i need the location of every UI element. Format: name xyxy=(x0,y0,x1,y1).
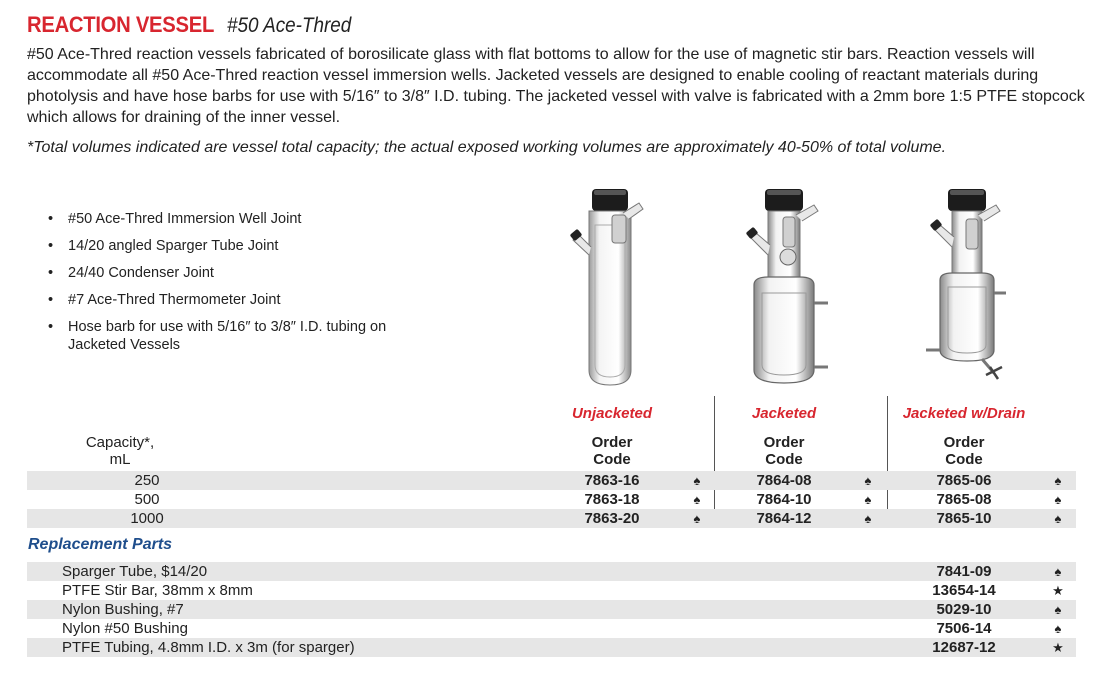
order-code-header: Order Code xyxy=(591,434,633,468)
spade-icon: ♠ xyxy=(864,492,872,507)
part-name: PTFE Tubing, 4.8mm I.D. x 3m (for sparger) xyxy=(62,639,355,656)
parts-row xyxy=(27,562,1076,581)
unjacketed-vessel-image xyxy=(565,185,655,390)
product-description: #50 Ace-Thred reaction vessels fabricated of borosilicate glass with flat bottoms to allow for the use of magnetic stir bars. Reaction vessels will accommodate all #50 Ace-Thred reaction vessel immersion wells. Jacketed vessels are designed to enable cooling of reactant materials during photolysis and have hose barbs for use with 5/16″ to 3/8″ I.D. tubing. The jacketed vessel with valve is fabricated with a 2mm bore 1:5 PTFE stopcock which allows for draining of the inner vessel. xyxy=(27,46,1085,126)
order-code: 7864-10 xyxy=(756,491,812,508)
table-row xyxy=(27,471,1076,490)
part-code: 7841-09 xyxy=(936,563,992,580)
feature-item: • #7 Ace-Thred Thermometer Joint xyxy=(48,292,281,308)
spade-icon: ♠ xyxy=(1054,564,1062,579)
parts-row xyxy=(27,638,1076,657)
part-name: PTFE Stir Bar, 38mm x 8mm xyxy=(62,582,253,599)
page-subtitle: #50 Ace-Thred xyxy=(226,14,352,37)
order-code: 7863-20 xyxy=(584,510,640,527)
parts-row xyxy=(27,581,1076,600)
table-row xyxy=(27,490,1076,509)
feature-item: • 24/40 Condenser Joint xyxy=(48,265,214,281)
feature-item: • #50 Ace-Thred Immersion Well Joint xyxy=(48,211,302,227)
order-code: 7864-12 xyxy=(756,510,812,527)
volume-note: *Total volumes indicated are vessel total capacity; the actual exposed working volumes are approximately 40-50% of total volume. xyxy=(27,139,947,156)
replacement-parts-heading: Replacement Parts xyxy=(28,536,173,553)
jacketed-vessel-image xyxy=(738,185,833,390)
parts-row xyxy=(27,619,1076,638)
capacity-header: Capacity*, mL xyxy=(85,434,155,468)
spade-icon: ♠ xyxy=(864,473,872,488)
spade-icon: ♠ xyxy=(1054,492,1062,507)
spade-icon: ♠ xyxy=(1054,621,1062,636)
order-code: 7865-06 xyxy=(936,472,992,489)
order-code: 7865-10 xyxy=(936,510,992,527)
feature-item: • Hose barb for use with 5/16″ to 3/8″ I.D. tubing on Jacketed Vessels xyxy=(48,319,387,353)
bullet-icon: • xyxy=(48,238,54,254)
page-title: REACTION VESSEL xyxy=(27,12,215,37)
column-header-jacketed-drain: Jacketed w/Drain xyxy=(902,405,1026,422)
part-name: Sparger Tube, $14/20 xyxy=(62,563,208,580)
bullet-icon: • xyxy=(48,292,54,308)
part-name: Nylon #50 Bushing xyxy=(62,620,188,637)
capacity-value: 250 xyxy=(134,472,160,489)
page-header xyxy=(27,12,365,38)
bullet-icon: • xyxy=(48,319,54,335)
order-code: 7863-18 xyxy=(584,491,640,508)
order-code-header: Order Code xyxy=(763,434,805,468)
part-code: 12687-12 xyxy=(932,639,996,656)
spade-icon: ♠ xyxy=(1054,602,1062,617)
feature-list xyxy=(48,210,428,363)
feature-item: • 14/20 angled Sparger Tube Joint xyxy=(48,238,279,254)
table-row xyxy=(27,509,1076,528)
part-code: 13654-14 xyxy=(932,582,996,599)
order-code: 7863-16 xyxy=(584,472,640,489)
order-code: 7864-08 xyxy=(756,472,812,489)
part-name: Nylon Bushing, #7 xyxy=(62,601,184,618)
spade-icon: ♠ xyxy=(693,492,701,507)
bullet-icon: • xyxy=(48,211,54,227)
column-header-jacketed: Jacketed xyxy=(751,405,817,422)
spade-icon: ♠ xyxy=(1054,511,1062,526)
spade-icon: ♠ xyxy=(693,473,701,488)
capacity-value: 1000 xyxy=(130,510,164,527)
order-code-header: Order Code xyxy=(943,434,985,468)
order-code: 7865-08 xyxy=(936,491,992,508)
column-header-unjacketed: Unjacketed xyxy=(571,405,653,422)
capacity-value: 500 xyxy=(134,491,160,508)
parts-row xyxy=(27,600,1076,619)
part-code: 5029-10 xyxy=(936,601,992,618)
spade-icon: ♠ xyxy=(864,511,872,526)
spade-icon: ♠ xyxy=(693,511,701,526)
star-icon: ★ xyxy=(1052,640,1064,655)
bullet-icon: • xyxy=(48,265,54,281)
star-icon: ★ xyxy=(1052,583,1064,598)
jacketed-drain-vessel-image xyxy=(920,185,1015,390)
spade-icon: ♠ xyxy=(1054,473,1062,488)
part-code: 7506-14 xyxy=(936,620,992,637)
